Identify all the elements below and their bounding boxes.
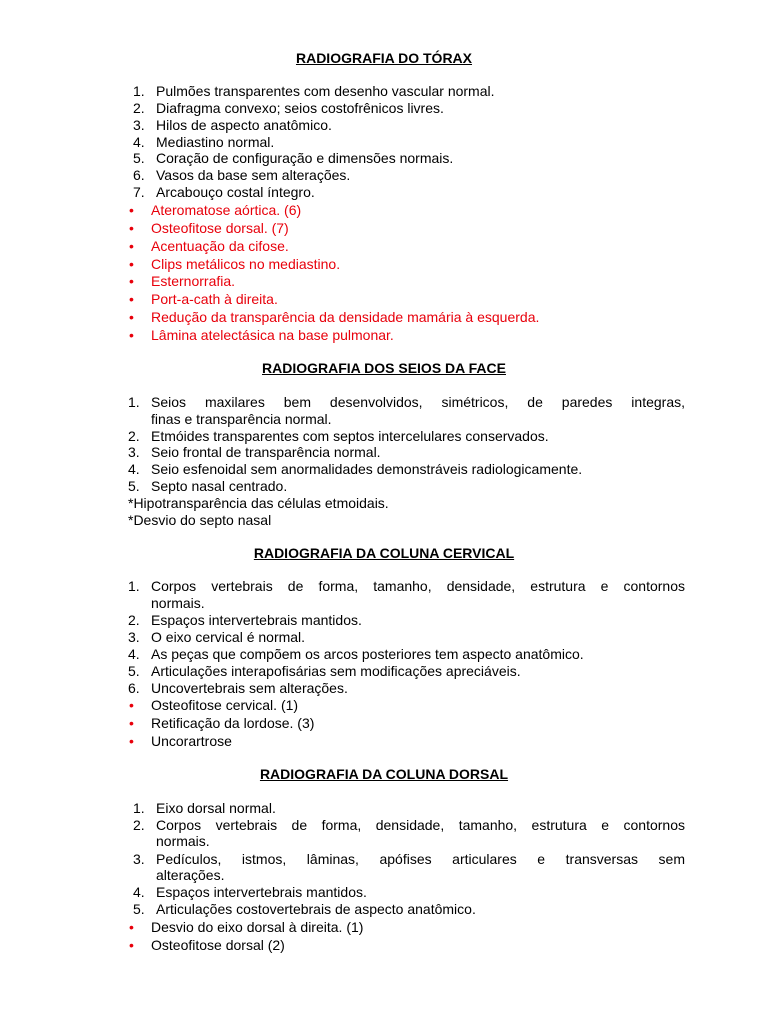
face-note: *Hipotransparência das células etmoidais. [128,495,389,511]
item-text: As peças que compõem os arcos posteriores tem aspecto anatômico. [151,646,584,662]
cervical-title: RADIOGRAFIA DA COLUNA CERVICAL [253,545,515,561]
item-text: Mediastino normal. [156,134,275,150]
item-number: 5. [133,901,145,917]
finding-text: Esternorrafia. [151,273,236,289]
item-text: Arcabouço costal íntegro. [156,184,315,200]
item-number: 2. [133,817,145,833]
finding-text: Desvio do eixo dorsal à direita. (1) [151,919,364,935]
item-text: Espaços intervertebrais mantidos. [156,884,367,900]
item-number: 3. [133,851,145,867]
finding-text: Retificação da lordose. (3) [151,715,315,731]
item-number: 4. [128,646,140,662]
item-text: Uncovertebrais sem alterações. [151,680,348,696]
item-text-line1: Pedículos, istmos, lâminas, apófises articulares e transversas sem [156,851,685,867]
bullet-icon: • [129,238,134,254]
finding-text: Port-a-cath à direita. [151,291,278,307]
item-text: Diafragma convexo; seios costofrênicos livres. [156,100,444,116]
bullet-icon: • [129,291,134,307]
bullet-icon: • [129,327,134,343]
finding-text: Uncorartrose [151,733,232,749]
item-number: 5. [133,150,145,166]
item-number: 1. [133,800,145,816]
item-number: 1. [128,578,140,594]
finding-text: Lâmina atelectásica na base pulmonar. [151,327,394,343]
finding-text: Clips metálicos no mediastino. [151,256,341,272]
item-number: 7. [133,184,145,200]
bullet-icon: • [129,733,134,749]
item-text: Pulmões transparentes com desenho vascular normal. [156,83,495,99]
item-number: 3. [128,444,140,460]
item-text-line1: Corpos vertebrais de forma, tamanho, densidade, estrutura e contornos [151,578,685,594]
item-text: Seio esfenoidal sem anormalidades demonstráveis radiologicamente. [151,461,583,477]
bullet-icon: • [129,309,134,325]
item-number: 4. [133,884,145,900]
finding-text: Osteofitose cervical. (1) [151,697,299,713]
item-text: Articulações costovertebrais de aspecto anatômico. [156,901,476,917]
item-text-line2: alterações. [156,867,225,883]
face-title: RADIOGRAFIA DOS SEIOS DA FACE [262,360,506,376]
bullet-icon: • [129,715,134,731]
finding-text: Redução da transparência da densidade mamária à esquerda. [151,309,540,325]
bullet-icon: • [129,937,134,953]
item-text: Hilos de aspecto anatômico. [156,117,332,133]
item-number: 2. [128,428,140,444]
finding-text: Ateromatose aórtica. (6) [151,202,302,218]
item-number: 2. [128,612,140,628]
finding-text: Osteofitose dorsal (2) [151,937,285,953]
item-number: 4. [128,461,140,477]
item-text: Septo nasal centrado. [151,478,288,494]
item-number: 5. [128,478,140,494]
item-number: 1. [128,394,140,410]
finding-text: Acentuação da cifose. [151,238,289,254]
item-text: Seio frontal de transparência normal. [151,444,381,460]
item-text: Coração de configuração e dimensões normais. [156,150,454,166]
bullet-icon: • [129,273,134,289]
item-text-line2: normais. [151,595,205,611]
dorsal-title: RADIOGRAFIA DA COLUNA DORSAL [259,766,509,782]
item-number: 3. [128,629,140,645]
item-text: O eixo cervical é normal. [151,629,306,645]
item-text: Vasos da base sem alterações. [156,167,351,183]
item-number: 6. [133,167,145,183]
item-text-line2: normais. [156,833,210,849]
bullet-icon: • [129,697,134,713]
item-text: Espaços intervertebrais mantidos. [151,612,362,628]
bullet-icon: • [129,919,134,935]
item-text: Eixo dorsal normal. [156,800,276,816]
item-text-line1: Corpos vertebrais de forma, densidade, tamanho, estrutura e contornos [156,817,685,833]
item-text: Etmóides transparentes com septos intercelulares conservados. [151,428,549,444]
face-note: *Desvio do septo nasal [128,512,272,528]
item-number: 2. [133,100,145,116]
finding-text: Osteofitose dorsal. (7) [151,220,289,236]
torax-title: RADIOGRAFIA DO TÓRAX [295,50,473,66]
item-number: 3. [133,117,145,133]
item-text-line1: Seios maxilares bem desenvolvidos, simétricos, de paredes integras, [151,394,685,410]
bullet-icon: • [129,220,134,236]
item-number: 1. [133,83,145,99]
item-number: 5. [128,663,140,679]
item-text-line2: finas e transparência normal. [151,411,332,427]
item-text: Articulações interapofisárias sem modificações apreciáveis. [151,663,521,679]
item-number: 4. [133,134,145,150]
bullet-icon: • [129,202,134,218]
item-number: 6. [128,680,140,696]
bullet-icon: • [129,256,134,272]
